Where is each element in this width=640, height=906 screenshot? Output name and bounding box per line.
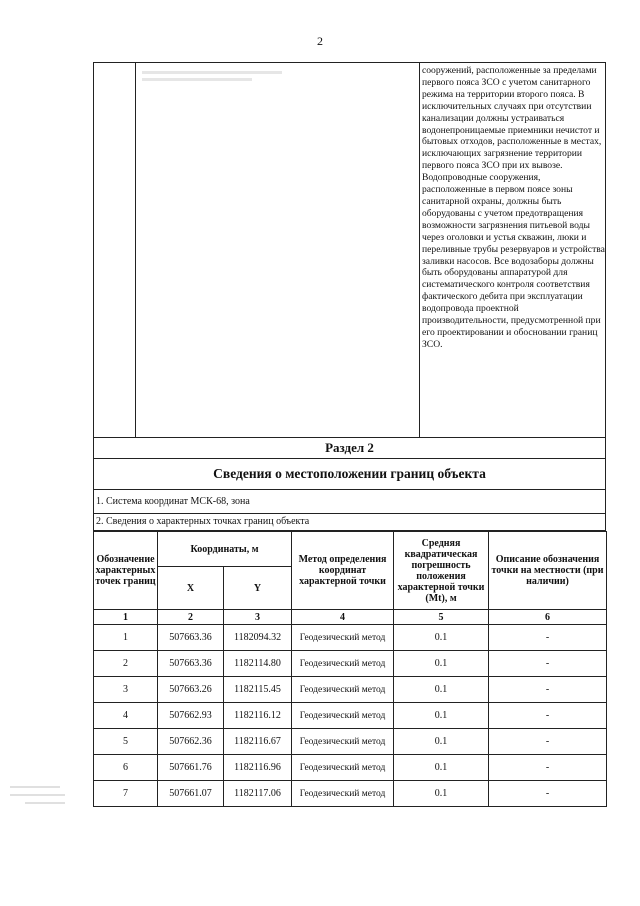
coord-system-line: 1. Система координат МСК-68, зона (93, 490, 606, 514)
coord-x: 507661.76 (158, 755, 224, 781)
coord-x: 507663.36 (158, 651, 224, 677)
col-number: 5 (394, 610, 489, 625)
point-number: 1 (94, 625, 158, 651)
point-number: 5 (94, 729, 158, 755)
header-x: X (158, 567, 224, 610)
coord-y: 1182117.06 (224, 781, 292, 807)
mt-value: 0.1 (394, 755, 489, 781)
col-number: 1 (94, 610, 158, 625)
description: - (489, 729, 607, 755)
col-number: 2 (158, 610, 224, 625)
method: Геодезический метод (292, 755, 394, 781)
point-number: 2 (94, 651, 158, 677)
method: Геодезический метод (292, 651, 394, 677)
point-number: 4 (94, 703, 158, 729)
coord-x: 507662.36 (158, 729, 224, 755)
mt-value: 0.1 (394, 625, 489, 651)
method: Геодезический метод (292, 625, 394, 651)
coord-y: 1182116.96 (224, 755, 292, 781)
header-point-id: Обозначение характерных точек границ (94, 532, 158, 610)
column-divider (135, 63, 136, 437)
description: - (489, 703, 607, 729)
page-number: 2 (317, 34, 323, 48)
table-row (94, 677, 607, 703)
description: - (489, 677, 607, 703)
column-numbers-row (94, 610, 607, 625)
faded-text (142, 67, 292, 91)
method: Геодезический метод (292, 729, 394, 755)
table-row (94, 781, 607, 807)
table-row (94, 651, 607, 677)
coord-x: 507662.93 (158, 703, 224, 729)
description: - (489, 781, 607, 807)
point-number: 7 (94, 781, 158, 807)
method: Геодезический метод (292, 677, 394, 703)
document-body (93, 62, 606, 807)
coord-y: 1182116.12 (224, 703, 292, 729)
points-table (93, 531, 607, 807)
point-number: 3 (94, 677, 158, 703)
table-row (94, 729, 607, 755)
col-number: 6 (489, 610, 607, 625)
mt-value: 0.1 (394, 703, 489, 729)
coord-y: 1182094.32 (224, 625, 292, 651)
coord-x: 507663.26 (158, 677, 224, 703)
col-number: 4 (292, 610, 394, 625)
method: Геодезический метод (292, 781, 394, 807)
description: - (489, 625, 607, 651)
coord-y: 1182115.45 (224, 677, 292, 703)
points-heading-line: 2. Сведения о характерных точках границ объекта (93, 514, 606, 531)
method: Геодезический метод (292, 703, 394, 729)
mt-value: 0.1 (394, 781, 489, 807)
table-row (94, 625, 607, 651)
header-error: Средняя квадратическая погрешность положения характерной точки (Mt), м (394, 532, 489, 610)
point-number: 6 (94, 755, 158, 781)
section-title: Раздел 2 (93, 437, 606, 459)
section-subtitle: Сведения о местоположении границ объекта (93, 459, 606, 490)
header-description: Описание обозначения точки на местности (при наличии) (489, 532, 607, 610)
header-method: Метод определения координат характерной точки (292, 532, 394, 610)
description: - (489, 651, 607, 677)
continuation-text: сооружений, расположенные за пределами первого пояса ЗСО с учетом санитарного режима на территории второго пояса. В исключительных случаях при отсутствии канализации должны устраиваться водонепроницаемые приемники нечистот и бытовых отходов, расположенные в местах, исключающих загрязнение территории первого пояса ЗСО при их вывозе. Водопроводные сооружения, расположенные в первом поясе зоны санитарной охраны, должны быть оборудованы с учетом предотвращения возможности загрязнения питьевой воды через оголовки и устья скважин, люки и переливные трубы резервуаров и устройства заливки насосов. Все водозаборы должны быть оборудованы аппаратурой для систематического контроля соответствия фактического дебита при эксплуатации водопровода проектной производительности, предусмотренной при его проектировании и обосновании границ ЗСО. (422, 65, 605, 350)
header-coords: Координаты, м (158, 532, 292, 567)
table-row (94, 703, 607, 729)
header-y: Y (224, 567, 292, 610)
faded-stamp (10, 780, 70, 820)
coord-y: 1182114.80 (224, 651, 292, 677)
col-number: 3 (224, 610, 292, 625)
coord-x: 507663.36 (158, 625, 224, 651)
continuation-table (93, 62, 606, 437)
mt-value: 0.1 (394, 729, 489, 755)
coord-y: 1182116.67 (224, 729, 292, 755)
coord-x: 507661.07 (158, 781, 224, 807)
column-divider (419, 63, 420, 437)
mt-value: 0.1 (394, 651, 489, 677)
mt-value: 0.1 (394, 677, 489, 703)
description: - (489, 755, 607, 781)
table-row (94, 755, 607, 781)
